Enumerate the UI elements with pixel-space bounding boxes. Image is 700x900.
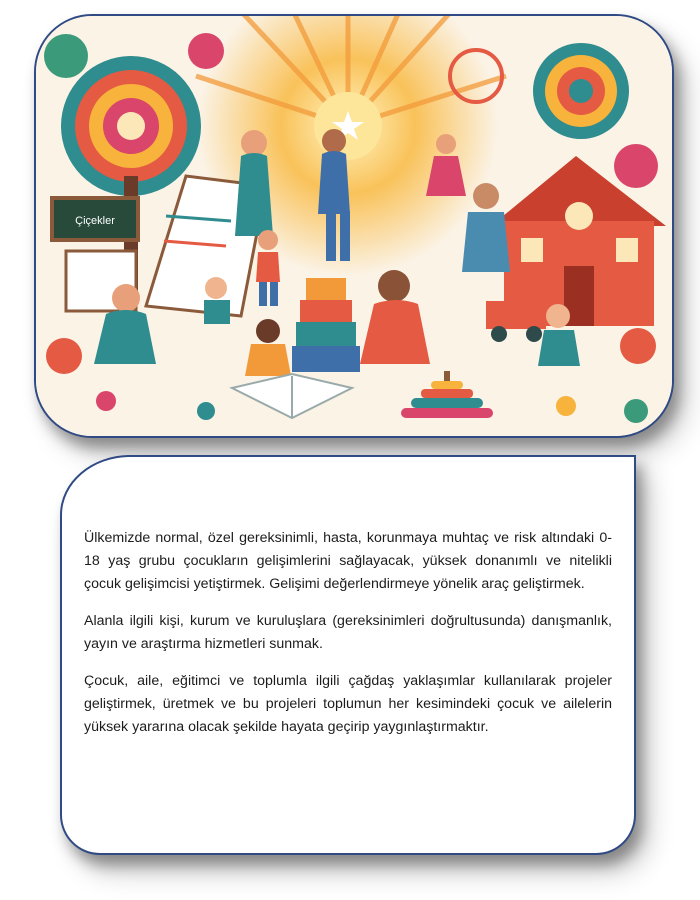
paragraph-goal: Ülkemizde normal, özel gereksinimli, hasta, korunmaya muhtaç ve risk altındaki 0-18 yaş grubu çocukların gelişimlerini sağlayacak, yüksek donanımlı ve nitelikli çocuk gelişimcisi yetiştirmek. Gelişimi değerlendirmeye yönelik araç geliştirmek. <box>84 530 612 592</box>
illustration-card <box>34 14 674 438</box>
description-card <box>60 455 636 855</box>
chalkboard-icon <box>52 198 138 240</box>
paragraph-services: Alanla ilgili kişi, kurum ve kuruluşlara (gereksinimleri doğrultusunda) danışmanlık, yayın ve araştırma hizmetleri sunmak. <box>84 613 612 652</box>
svg-text:Çiçekler: Çiçekler <box>75 215 115 227</box>
children-development-illustration <box>36 16 672 436</box>
paragraph-projects: Çocuk, aile, eğitimci ve toplumla ilgili çağdaş yaklaşımlar kullanılarak projeler geliştirmek, üretmek ve bu projeleri toplumun her kesimindeki çocuk ve ailelerin yüksek yararına olacak şekilde hayata geçirip yaygınlaştırmaktır. <box>84 673 612 735</box>
